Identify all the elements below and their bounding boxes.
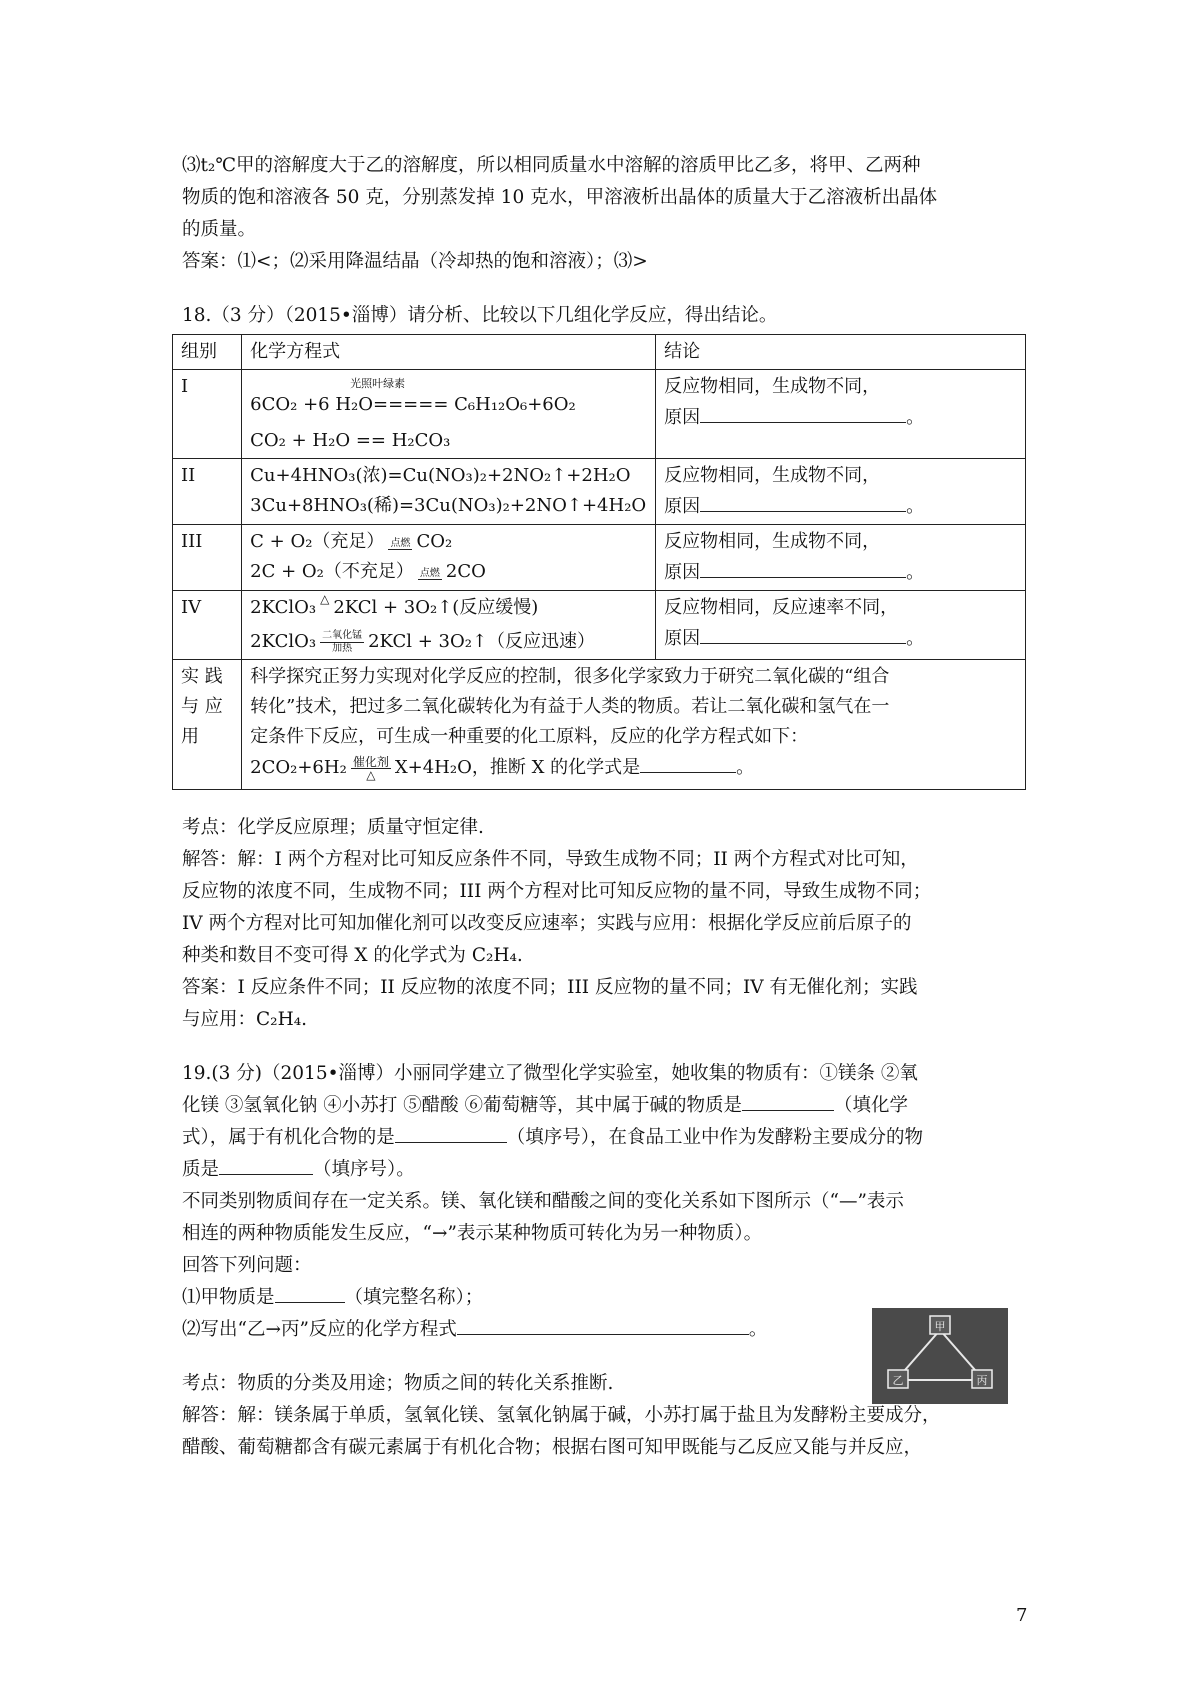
heat-symbol: △ [320,592,330,606]
answer-blank[interactable] [700,491,906,512]
q19-line: 19.(3 分)（2015•淄博）小丽同学建立了微型化学实验室，她收集的物质有：①镁条 ②氧 [182,1063,918,1084]
equation: 2KClO₃ 二氧化锰 加热 2KCl + 3O₂↑（反应迅速） [250,629,596,654]
solution-line: 醋酸、葡萄糖都含有碳元素属于有机化合物；根据右图可知甲既能与乙反应又能与并反应， [182,1437,923,1458]
q18-title: 18.（3 分）（2015•淄博）请分析、比较以下几组化学反应，得出结论。 [182,305,778,326]
page-number: 7 [1016,1605,1028,1626]
reaction-condition: 二氧化锰 加热 [322,629,363,654]
reason-label: 原因 [664,628,701,649]
solution-line: IV 两个方程对比可知加催化剂可以改变反应速率；实践与应用：根据化学反应前后原子的 [182,913,912,934]
page-content [182,150,1034,1464]
q17-answer: 答案：⑴<；⑵采用降温结晶（冷却热的饱和溶液）；⑶> [182,251,648,272]
solution-line: 种类和数目不变可得 X 的化学式为 C₂H₄. [182,945,523,966]
q17-line: ⑶t₂℃甲的溶解度大于乙的溶解度，所以相同质量水中溶解的溶质甲比乙多，将甲、乙两种 [182,155,921,176]
answer-blank[interactable] [275,1282,345,1303]
reaction-table [172,334,1026,790]
equation: Cu+4HNO₃(浓)=Cu(NO₃)₂+2NO₂↑+2H₂O [250,465,631,486]
answer-blank[interactable] [742,1090,834,1111]
node-label-bing: 丙 [976,1374,988,1387]
table-row [173,459,1026,525]
group-label: I [173,370,242,459]
q19-line: 质是 （填序号）。 [182,1154,1034,1186]
relation-diagram [872,1308,1008,1404]
conclusion-cell: 反应物相同，生成物不同， 原因 。 [656,525,1026,591]
answer-blank[interactable] [395,1122,507,1143]
solution-line: 解答：解：镁条属于单质，氢氧化镁、氢氧化钠属于碱，小苏打属于盐且为发酵粉主要成分， [182,1405,941,1426]
answer-blank[interactable] [700,402,906,423]
answer-line: 答案：I 反应条件不同；II 反应物的浓度不同；III 反应物的量不同；IV 有无催化剂；实践 [182,977,918,998]
practice-text: 转化”技术，把过多二氧化碳转化为有益于人类的物质。若让二氧化碳和氢气在一 [250,696,890,717]
group-label: III [173,525,242,591]
group-label: IV [173,591,242,660]
conclusion-text: 反应物相同，生成物不同， [664,531,881,552]
conclusion-cell: 反应物相同，生成物不同， 原因 。 [656,459,1026,525]
q19-line: 不同类别物质间存在一定关系。镁、氧化镁和醋酸之间的变化关系如下图所示（“—”表示 [182,1191,904,1212]
answer-blank[interactable] [457,1314,749,1335]
equation: 2CO₂+6H₂ 催化剂 △ X+4H₂O，推断 X 的化学式是 。 [250,752,1017,783]
reason-label: 原因 [664,496,701,517]
equation: CO₂ + H₂O == H₂CO₃ [250,430,451,451]
answer-blank[interactable] [640,752,736,773]
answer-blank[interactable] [700,623,906,644]
group-label: II [173,459,242,525]
equation-cell [242,525,656,591]
practice-text: 定条件下反应，可生成一种重要的化工原料，反应的化学方程式如下： [250,726,809,747]
conclusion-text: 反应物相同，反应速率不同， [664,597,899,618]
reaction-condition: 催化剂 △ [352,754,389,782]
kaodian: 考点：物质的分类及用途；物质之间的转化关系推断. [182,1373,614,1394]
equation-cell [242,459,656,525]
q19-line: 化镁 ③氢氧化钠 ④小苏打 ⑤醋酸 ⑥葡萄糖等，其中属于碱的物质是 （填化学 [182,1090,1034,1122]
q17-line: 的质量。 [182,219,257,240]
equation-cell [242,370,656,459]
reason-label: 原因 [664,407,701,428]
reason-label: 原因 [664,562,701,583]
q19-line: ⑵写出“乙→丙”反应的化学方程式 。 [182,1314,1034,1346]
equation: 6CO₂ +6 H₂O===== C₆H₁₂O₆+6O₂ [250,394,576,415]
reaction-condition: 光照叶绿素 [350,377,406,390]
header-group: 组别 [173,335,242,370]
q19-line: 回答下列问题： [182,1255,312,1276]
conclusion-text: 反应物相同，生成物不同， [664,376,881,397]
table-row [173,591,1026,660]
node-label-yi: 乙 [892,1374,904,1387]
table-row [173,370,1026,459]
conclusion-cell: 反应物相同，反应速率不同， 原因 。 [656,591,1026,660]
solution-line: 解答：解：I 两个方程对比可知反应条件不同，导致生成物不同；II 两个方程式对比可知， [182,849,919,870]
q19-line: ⑴甲物质是 （填完整名称）； [182,1282,1034,1314]
practice-text: 科学探究正努力实现对化学反应的控制，很多化学家致力于研究二氧化碳的“组合 [250,666,890,687]
header-conclusion: 结论 [656,335,1026,370]
answer-blank[interactable] [219,1154,313,1175]
node-label-jia: 甲 [934,1320,946,1333]
q19-line: 相连的两种物质能发生反应，“→”表示某种物质可转化为另一种物质）。 [182,1223,763,1244]
equation: 3Cu+8HNO₃(稀)=3Cu(NO₃)₂+2NO↑+4H₂O [250,495,647,516]
table-row [173,525,1026,591]
equation-cell [242,591,656,660]
table-row-practice [173,660,1026,790]
table-header-row [173,335,1026,370]
equation: 2KClO₃ △ 2KCl + 3O₂↑(反应缓慢) [250,592,539,618]
q19-line: 式），属于有机化合物的是 （填序号），在食品工业中作为发酵粉主要成分的物 [182,1122,1034,1154]
reaction-condition: 点燃 [419,567,440,579]
header-equation: 化学方程式 [242,335,656,370]
practice-cell [242,660,1026,790]
kaodian: 考点：化学反应原理；质量守恒定律. [182,817,484,838]
equation: C + O₂（充足） 点燃 CO₂ [250,531,453,552]
triangle-diagram-svg [872,1308,1008,1404]
answer-blank[interactable] [700,557,906,578]
conclusion-text: 反应物相同，生成物不同， [664,465,881,486]
answer-line: 与应用：C₂H₄. [182,1009,308,1030]
conclusion-cell: 反应物相同，生成物不同， 原因 。 [656,370,1026,459]
reaction-condition: 点燃 [390,537,411,549]
q17-line: 物质的饱和溶液各 50 克，分别蒸发掉 10 克水，甲溶液析出晶体的质量大于乙溶液析出晶体 [182,187,938,208]
group-label: 实 践 与 应 用 [173,660,242,790]
solution-line: 反应物的浓度不同，生成物不同；III 两个方程对比可知反应物的量不同，导致生成物不同； [182,881,932,902]
equation: 2C + O₂（不充足） 点燃 2CO [250,561,486,582]
